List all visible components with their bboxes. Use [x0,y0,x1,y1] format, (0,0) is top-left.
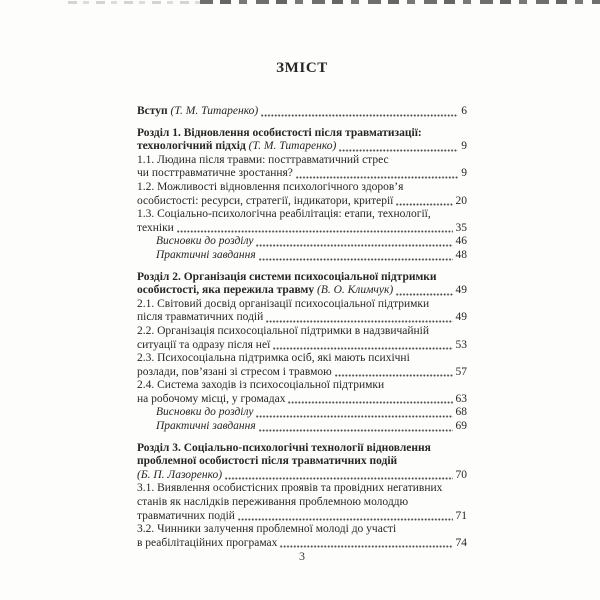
toc-entry-text: особистості: ресурси, стратегії, індикатори, критерії [137,194,394,207]
toc-entry-text: Вступ (Т. М. Титаренко) [137,105,259,117]
toc-entry [137,352,467,379]
toc-entry-text: технологічний підхід (Т. М. Титаренко) [137,140,337,153]
toc-entry [137,235,467,249]
toc-entry [137,379,467,406]
toc-line [137,127,467,141]
toc-line [137,510,467,524]
toc-line [137,379,467,393]
toc-entry [137,442,467,483]
toc-entry-text: Розділ 2. Організація системи психосоціальної підтримки [137,270,437,283]
toc-page-number: 20 [455,194,467,207]
toc-page-number: 49 [455,284,467,297]
toc-line [156,249,467,263]
toc-entry-text: 3.1. Виявлення особистісних проявів та провідних негативних [137,482,443,495]
toc-line [137,284,467,298]
toc-entry-text: особистості, яка пережила травму (В. О. Климчук) [137,284,394,297]
toc-entry-text: проблемної особистості після травматичних подій [137,455,398,468]
toc-entry-text: Висновки до розділу [156,235,254,248]
toc-entry [137,271,467,298]
toc-entry-text: після травматичних подій [137,311,264,324]
toc-page-number: 69 [455,420,467,433]
toc-line [137,325,467,339]
toc-page-number: 53 [455,338,467,351]
toc-line [137,181,467,195]
toc-content [137,60,467,550]
dot-leader [273,347,452,350]
dot-leader [396,293,452,296]
toc-line [137,311,467,325]
toc-entry-text: Практичні завдання [156,420,256,433]
toc-entry [137,406,467,420]
toc-line [137,167,467,181]
toc-entry-text: Висновки до розділу [156,406,254,419]
dot-leader [288,401,452,404]
page-title: ЗМІСТ [276,60,328,76]
toc-entries [137,105,467,550]
toc-line [137,208,467,222]
toc-entry [137,154,467,181]
folio-page-number: 3 [299,549,305,563]
toc-page-number: 46 [455,235,467,248]
toc-entry-text: травматичних подій [137,509,235,522]
toc-entry-text: чи посттравматичне зростання? [137,167,293,180]
toc-entry [137,523,467,550]
toc-entry [137,127,467,154]
dot-leader [259,429,453,432]
toc-entry-text: Розділ 1. Відновлення особистості після травматизації: [137,126,422,139]
toc-page-number: 71 [455,509,467,522]
toc-page-number: 70 [455,468,467,481]
dot-leader [256,244,452,247]
toc-line [137,105,467,119]
toc-entry-text: техніки [137,221,174,234]
toc-entry [137,105,467,119]
toc-entry-text: Практичні завдання [156,248,256,261]
toc-entry [137,482,467,523]
dot-leader [225,477,452,480]
toc-line [137,523,467,537]
dot-leader [296,176,458,179]
toc-page-number: 48 [455,248,467,261]
toc-page-number: 9 [461,140,467,153]
toc-page-number: 6 [461,105,467,117]
toc-entry-text: Розділ 3. Соціально-психологічні технології відновлення [137,441,431,454]
toc-line [137,140,467,154]
toc-line [137,195,467,209]
dot-leader [261,114,458,117]
toc-page-number: 35 [455,221,467,234]
toc-entry-text: розлади, пов’язані зі стресом і травмою [137,365,332,378]
toc-entry [137,249,467,263]
dot-leader [396,203,452,206]
toc-line [137,442,467,456]
toc-entry-text: 2.2. Організація психосоціальної підтримки в надзвичайній [137,324,430,337]
toc-entry [137,181,467,208]
toc-entry-text: (Б. П. Лазоренко) [137,468,223,481]
toc-entry-text: 1.1. Людина після травми: посттравматичний стрес [137,153,389,166]
toc-entry-text: 1.2. Можливості відновлення психологічного здоров’я [137,180,404,193]
toc-entry-text: ситуації та одразу після неї [137,338,271,351]
toc-line [137,482,467,496]
toc-line [156,406,467,420]
dot-leader [177,230,453,233]
toc-line [137,469,467,483]
toc-entry-text: в реабілітаційних програмах [137,536,278,549]
toc-entry-text: 2.1. Світовий досвід організації психосоціальної підтримки [137,297,430,310]
dot-leader [266,320,452,323]
toc-entry-text: 2.4. Система заходів із психосоціальної підтримки [137,379,385,392]
dot-leader [238,518,453,521]
toc-page-number: 57 [455,365,467,378]
toc-line [137,455,467,469]
toc-entry [137,298,467,325]
toc-page-number: 49 [455,311,467,324]
dot-leader [335,374,453,377]
toc-line [137,222,467,236]
scan-artifact-top-left [68,1,200,4]
toc-line [137,298,467,312]
toc-page-number: 68 [455,406,467,419]
dot-leader [339,149,458,152]
scan-artifact-top-right [200,0,600,4]
toc-page-number: 74 [455,536,467,549]
toc-page-number: 63 [455,392,467,405]
toc-entry [137,325,467,352]
dot-leader [280,545,452,548]
toc-line [137,496,467,510]
toc-entry-text: на робочому місці, у громадах [137,392,286,405]
toc-line [137,154,467,168]
toc-entry [137,208,467,235]
toc-line [137,393,467,407]
toc-line [156,235,467,249]
dot-leader [259,258,453,261]
dot-leader [256,415,452,418]
toc-entry-text: станів як наслідків переживання проблемною молоддю [137,496,409,509]
toc-entry [137,420,467,434]
toc-page-number: 9 [461,167,467,180]
toc-line [137,271,467,285]
toc-entry-text: 2.3. Психосоціальна підтримка осіб, які мають психічні [137,352,410,365]
toc-line [137,366,467,380]
toc-line [137,339,467,353]
toc-entry-text: 3.2. Чинники залучення проблемної молоді до участі [137,523,397,536]
toc-line [156,420,467,434]
toc-line [137,352,467,366]
toc-entry-text: 1.3. Соціально-психологічна реабілітація: етапи, технології, [137,208,431,221]
